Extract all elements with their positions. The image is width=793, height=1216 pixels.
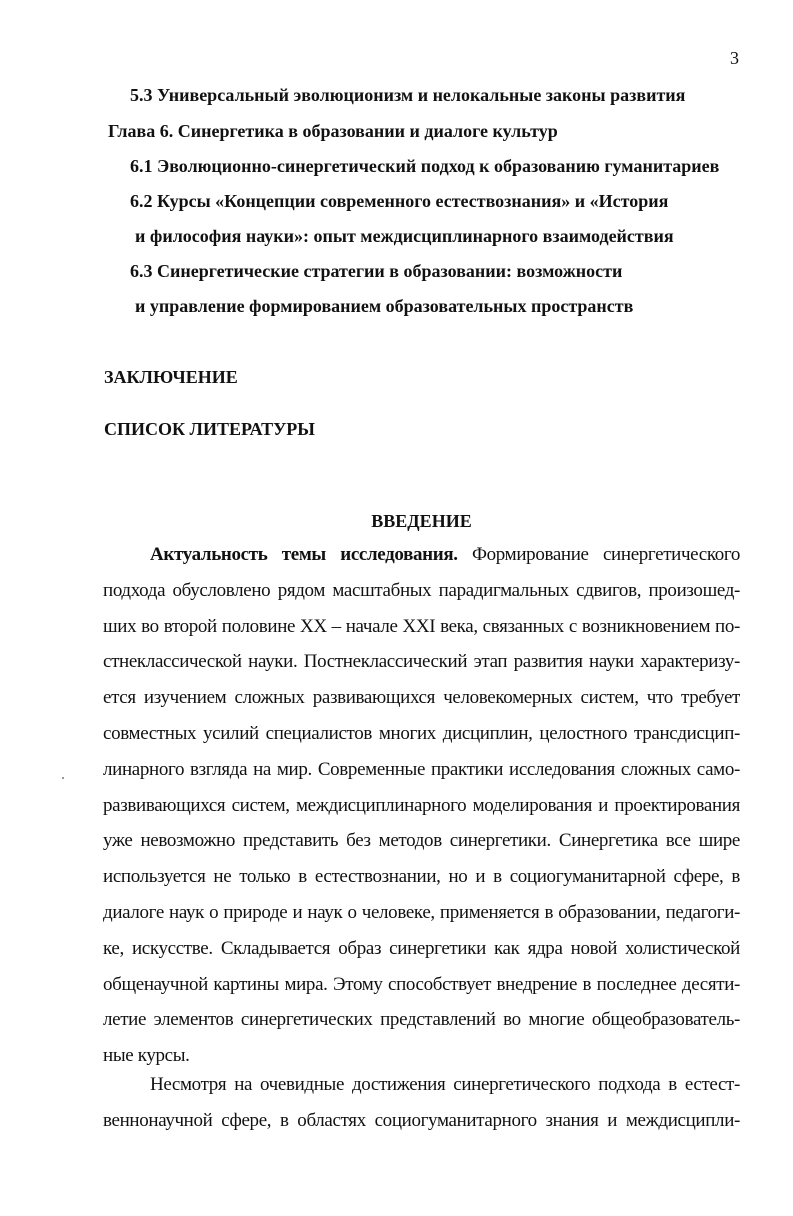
paragraph-2-line: веннонаучной сфере, в областях социогуманитарного знания и междисципли- — [103, 1109, 740, 1131]
paragraph-1-line: ших во второй половине XX – начале XXI века, связанных с возникновением по- — [103, 615, 740, 637]
toc-conclusion: ЗАКЛЮЧЕНИЕ — [104, 367, 238, 387]
paragraph-1-line: ется изучением сложных развивающихся человекомерных систем, что требует — [103, 687, 740, 709]
paragraph-1-line: ные курсы. — [103, 1045, 190, 1067]
paragraph-1-line: подхода обусловлено рядом масштабных парадигмальных сдвигов, произошед- — [103, 579, 740, 601]
toc-item-6-1: 6.1 Эволюционно-синергетический подход к образованию гуманитариев — [130, 156, 720, 176]
paragraph-1-line: Актуальность темы исследования. Формирование синергетического — [150, 544, 740, 565]
toc-chapter-6: Глава 6. Синергетика в образовании и диалоге культур — [108, 121, 558, 141]
toc-item-6-2: 6.2 Курсы «Концепции современного естествознания» и «История — [130, 191, 669, 211]
topic-relevance-lead: Актуальность темы исследования. — [150, 544, 458, 565]
paragraph-1-line: развивающихся систем, междисциплинарного моделирования и проектирования — [103, 794, 740, 816]
paragraph-1-line: уже невозможно представить без методов синергетики. Синергетика все шире — [103, 830, 740, 852]
paragraph-1-line: используется не только в естествознании, но и в социогуманитарной сфере, в — [103, 866, 740, 888]
paragraph-1-line: стнеклассической науки. Постнеклассический этап развития науки характеризу- — [103, 651, 740, 673]
scan-speck — [62, 777, 64, 779]
paragraph-1-line: летие элементов синергетических представлений во многие общеобразователь- — [103, 1009, 740, 1031]
paragraph-2-line: Несмотря на очевидные достижения синергетического подхода в естест- — [150, 1074, 740, 1095]
toc-item-6-3: 6.3 Синергетические стратегии в образовании: возможности — [130, 261, 623, 281]
introduction-title: ВВЕДЕНИЕ — [371, 511, 472, 531]
introduction-paragraph-2 — [103, 1067, 740, 1139]
page-number: 3 — [730, 48, 739, 68]
paragraph-1-line: общенаучной картины мира. Этому способствует внедрение в последнее десяти- — [103, 973, 740, 995]
introduction-paragraph-1 — [103, 537, 740, 1074]
paragraph-1-line: линарного взгляда на мир. Современные практики исследования сложных само- — [103, 758, 740, 780]
toc-bibliography: СПИСОК ЛИТЕРАТУРЫ — [104, 419, 315, 439]
toc-item-6-3-continued: и управление формированием образовательных пространств — [135, 296, 634, 316]
paragraph-1-line: ке, искусстве. Складывается образ синергетики как ядра новой холистической — [103, 937, 740, 959]
paragraph-1-line: совместных усилий специалистов многих дисциплин, целостного трансдисцип- — [103, 722, 740, 744]
paragraph-1-line: диалоге наук о природе и наук о человеке, применяется в образовании, педагоги- — [103, 901, 740, 923]
toc-item-6-2-continued: и философия науки»: опыт междисциплинарного взаимодействия — [135, 226, 674, 246]
toc-item-5-3: 5.3 Универсальный эволюционизм и нелокальные законы развития — [130, 85, 686, 105]
